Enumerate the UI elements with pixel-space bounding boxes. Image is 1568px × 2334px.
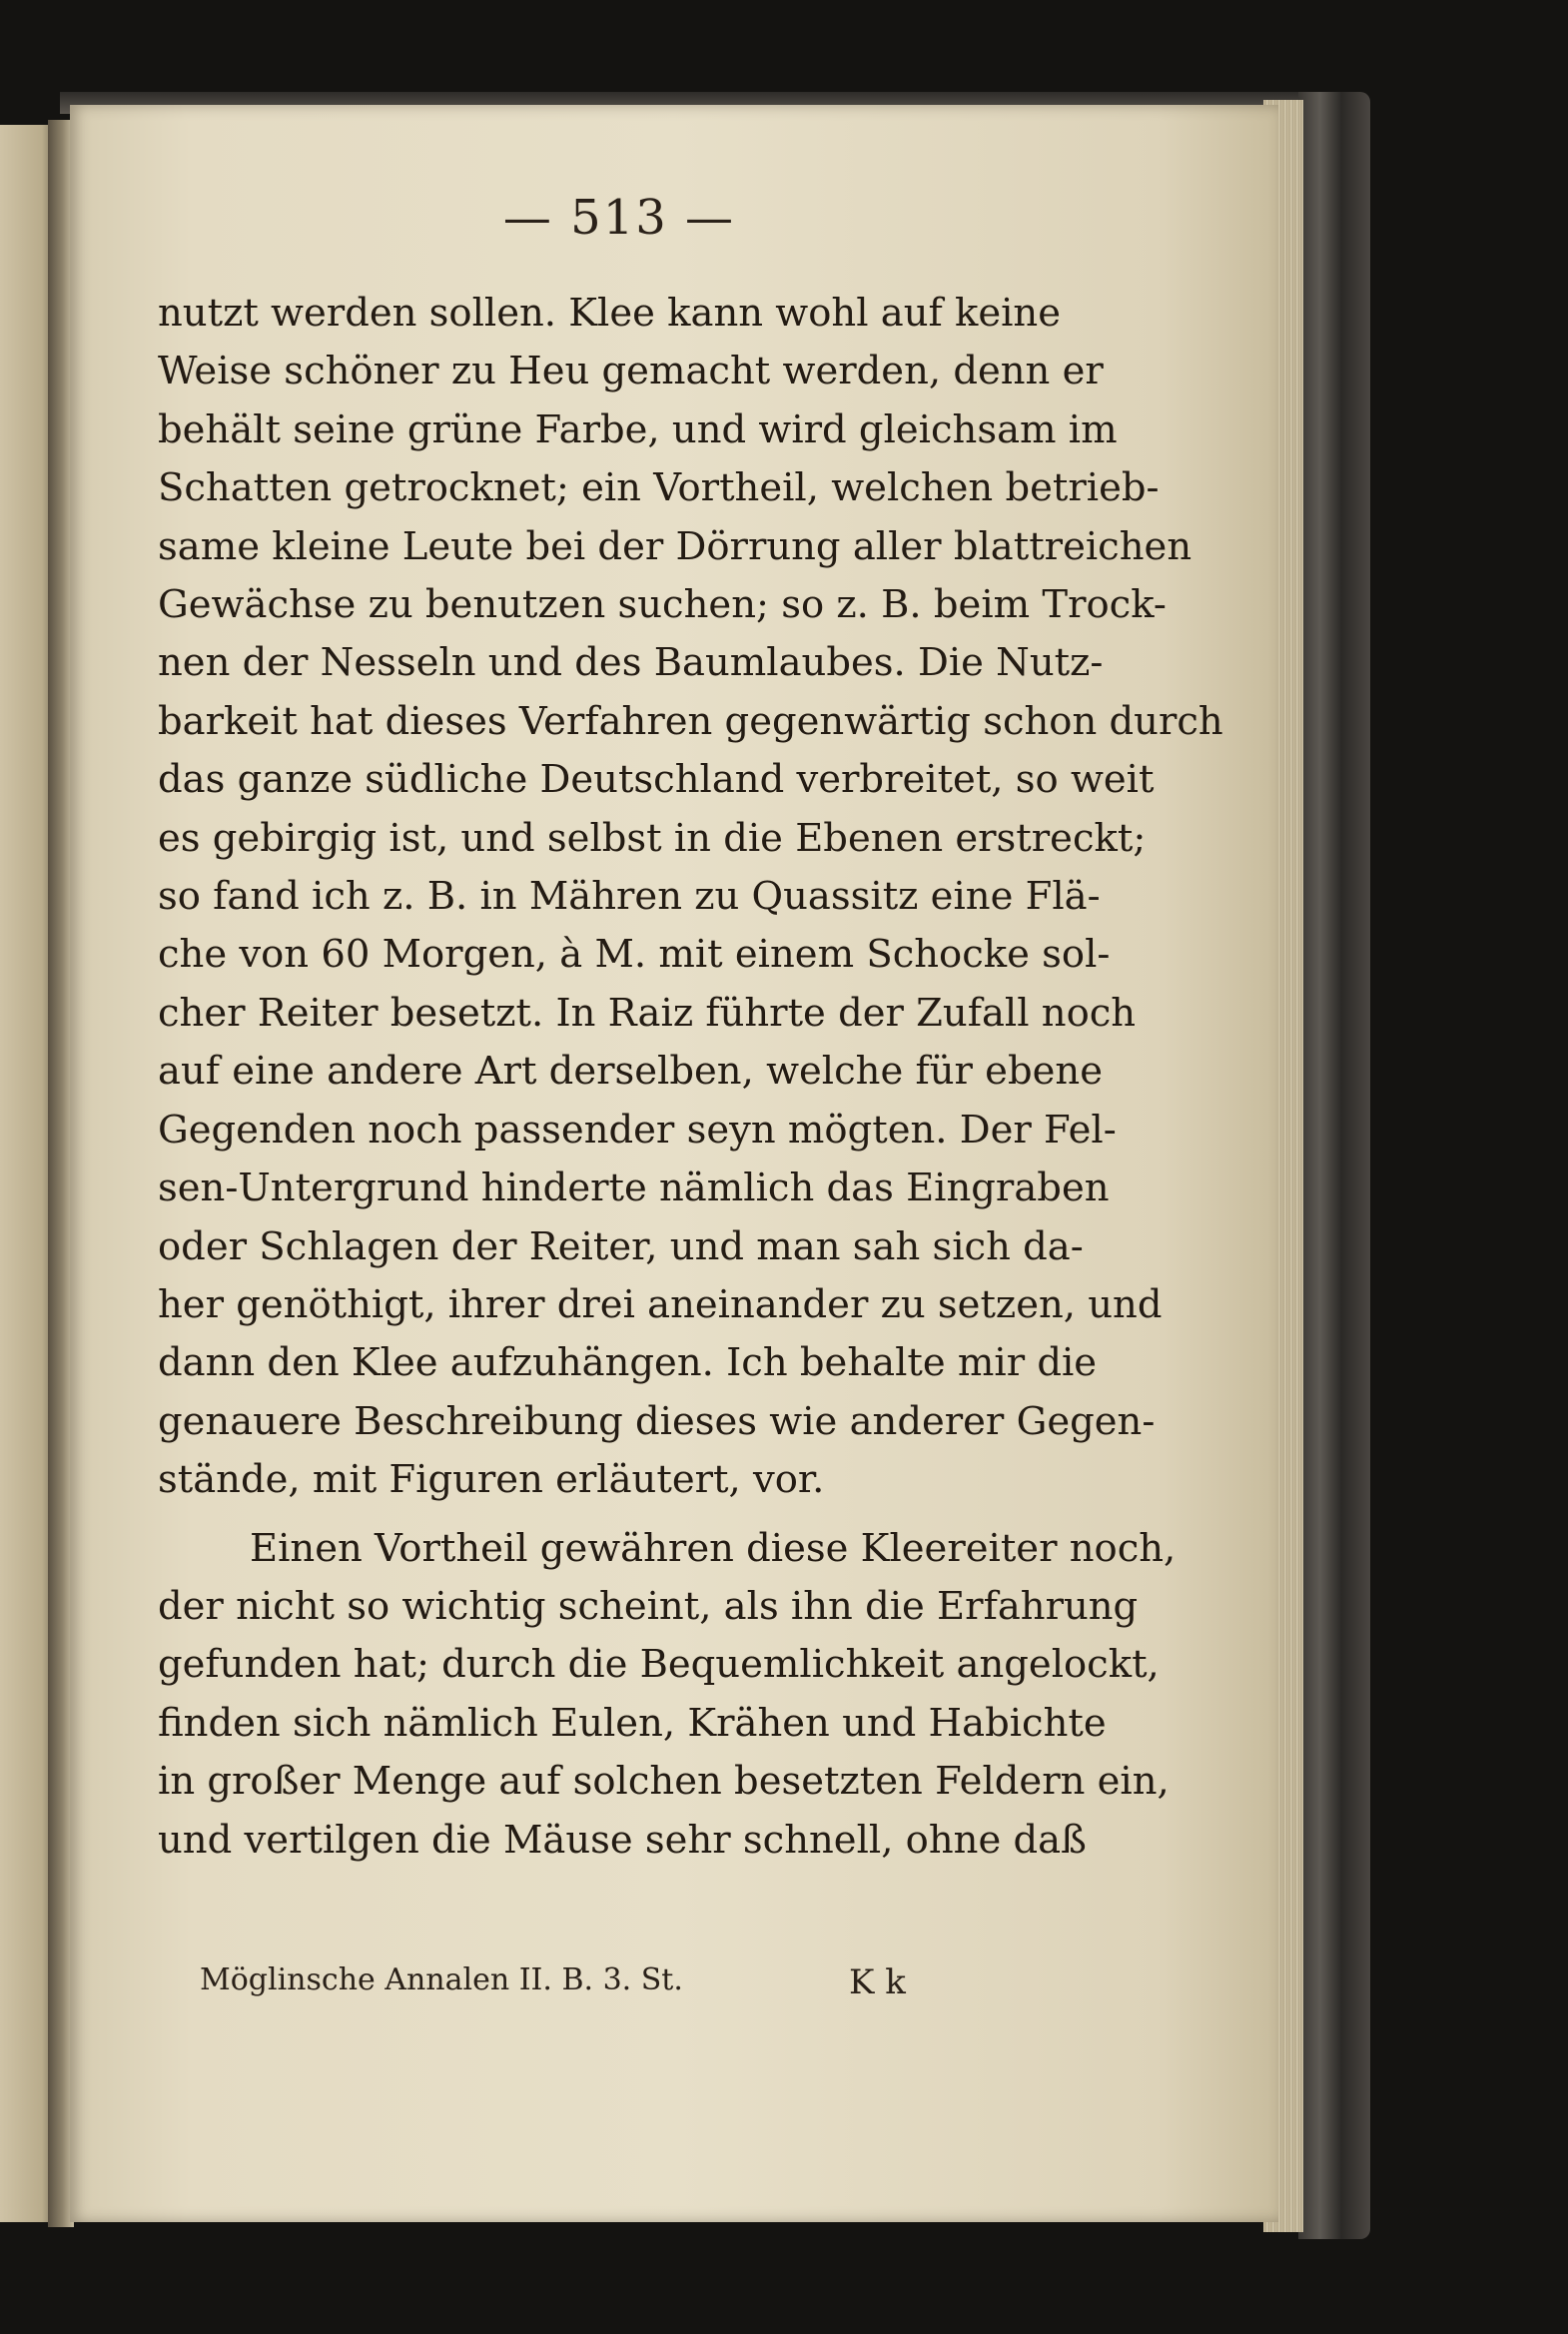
text-line: barkeit hat dieses Verfahren gegenwärtig schon durch	[158, 698, 1223, 744]
page-body-text	[158, 285, 1223, 1870]
text-line: genauere Beschreibung dieses wie anderer Gegen-	[158, 1398, 1156, 1444]
signature-line: Möglinsche Annalen II. B. 3. St.	[200, 1962, 683, 1997]
text-line: Einen Vortheil gewähren diese Kleereiter noch,	[250, 1525, 1176, 1571]
text-line: in großer Menge auf solchen besetzten Feldern ein,	[158, 1759, 1170, 1805]
text-line: same kleine Leute bei der Dörrung aller blattreichen	[158, 523, 1192, 569]
text-line: das ganze südliche Deutschland verbreitet, so weit	[158, 757, 1155, 803]
text-line: Gewächse zu benutzen suchen; so z. B. beim Trock-	[158, 582, 1167, 628]
signature-mark: K k	[849, 1962, 906, 2002]
text-line: Gegenden noch passender seyn mögten. Der Fel-	[158, 1107, 1117, 1153]
text-line: stände, mit Figuren erläutert, vor.	[158, 1457, 825, 1503]
text-line: dann den Klee aufzuhängen. Ich behalte mir die	[158, 1340, 1098, 1386]
text-line: behält seine grüne Farbe, und wird gleichsam im	[158, 406, 1118, 452]
text-line: und vertilgen die Mäuse sehr schnell, ohne daß	[158, 1817, 1087, 1863]
paragraph-1	[158, 285, 1223, 1510]
text-line: nutzt werden sollen. Klee kann wohl auf keine	[158, 291, 1061, 336]
text-line: gefunden hat; durch die Bequemlichkeit angelockt,	[158, 1642, 1160, 1688]
text-line: Weise schöner zu Heu gemacht werden, denn er	[158, 349, 1104, 394]
text-line: so fand ich z. B. in Mähren zu Quassitz eine Flä-	[158, 874, 1101, 920]
book-cover-edge	[1298, 92, 1370, 2239]
page-footer	[200, 1962, 1099, 2002]
text-line: nen der Nesseln und des Baumlaubes. Die Nutz-	[158, 640, 1104, 686]
text-line: cher Reiter besetzt. In Raiz führte der Zufall noch	[158, 990, 1137, 1036]
text-line: her genöthigt, ihrer drei aneinander zu setzen, und	[158, 1281, 1163, 1327]
text-line: sen-Untergrund hinderte nämlich das Eingraben	[158, 1166, 1110, 1211]
text-line: oder Schlagen der Reiter, und man sah sich da-	[158, 1223, 1084, 1269]
page-number-header: — 513 —	[502, 190, 736, 246]
paragraph-gap	[158, 1510, 1099, 1520]
text-line: der nicht so wichtig scheint, als ihn die Erfahrung	[158, 1583, 1139, 1629]
text-line: che von 60 Morgen, à M. mit einem Schocke sol-	[158, 932, 1111, 978]
paragraph-2	[158, 1520, 1176, 1870]
text-line: finden sich nämlich Eulen, Krähen und Habichte	[158, 1700, 1107, 1746]
text-line: es gebirgig ist, und selbst in die Ebenen erstreckt;	[158, 815, 1147, 861]
text-line: auf eine andere Art derselben, welche für ebene	[158, 1049, 1103, 1095]
text-line: Schatten getrocknet; ein Vortheil, welchen betrieb-	[158, 465, 1160, 511]
